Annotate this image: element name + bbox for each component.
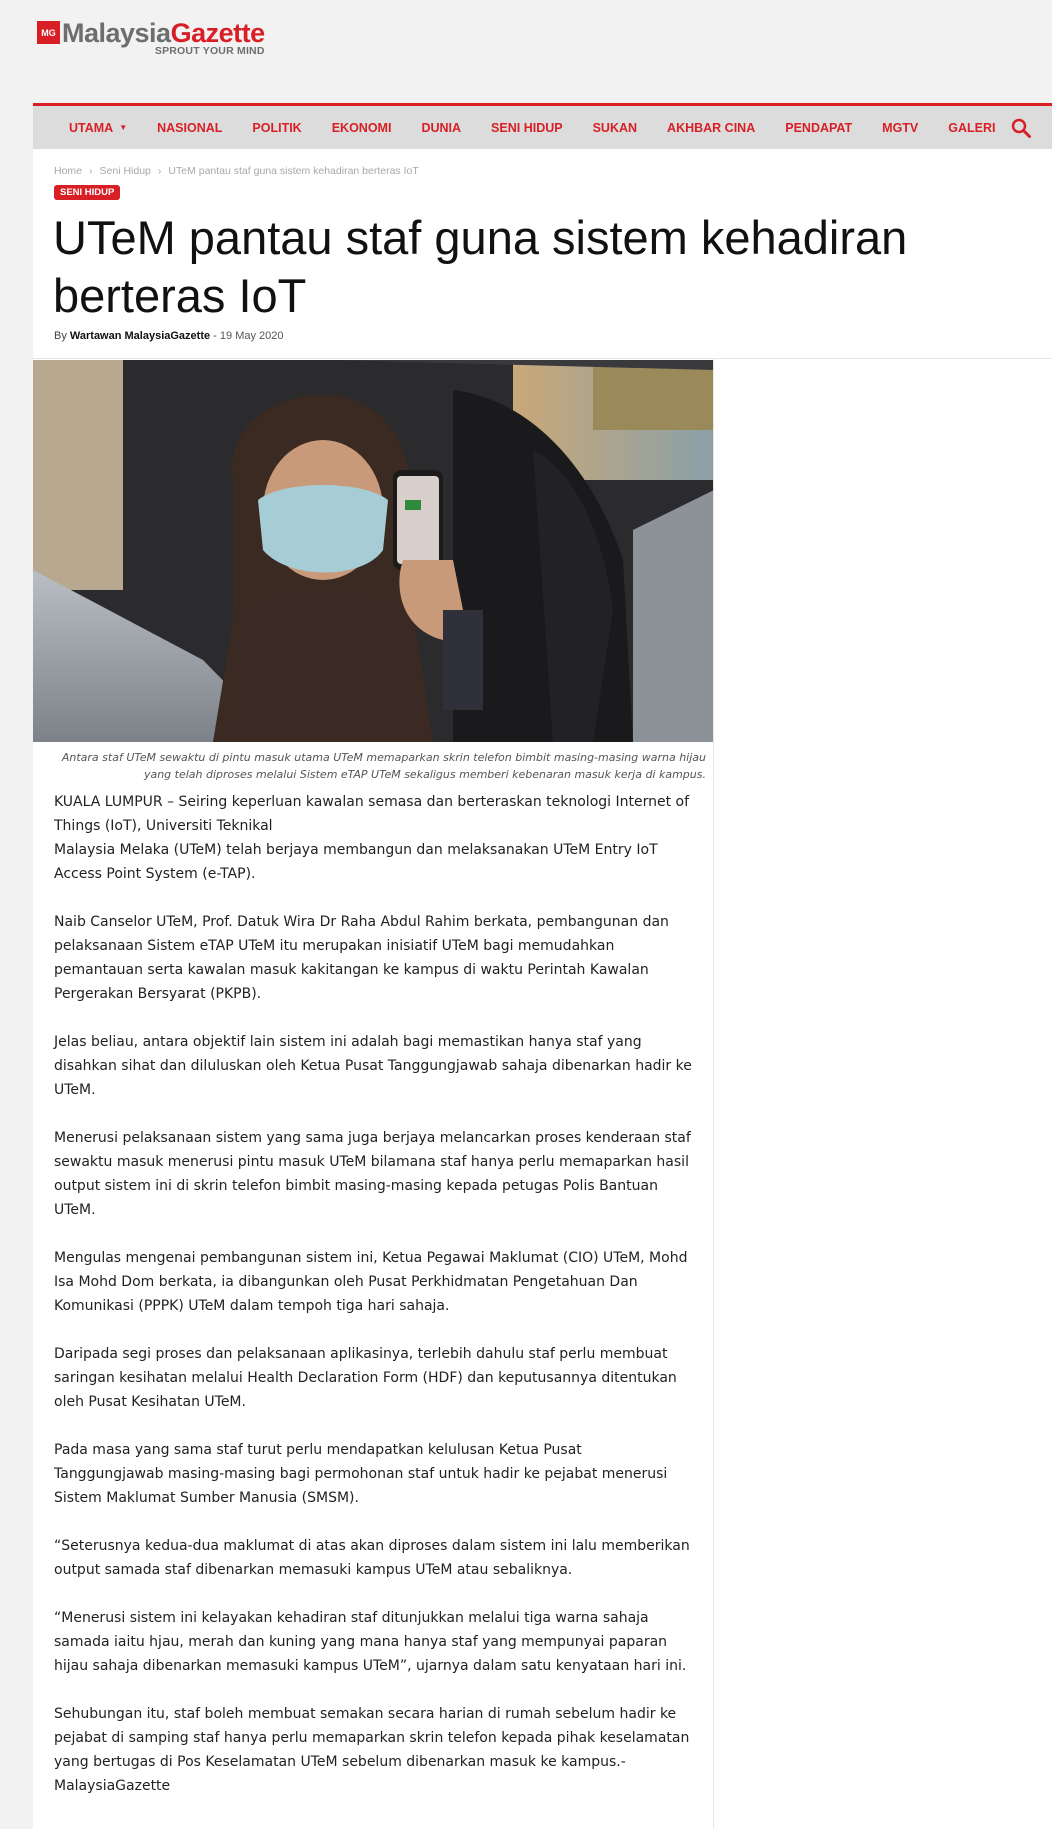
nav-item-label: NASIONAL — [157, 120, 223, 135]
article-paragraph: Sehubungan itu, staf boleh membuat semakan secara harian di rumah sebelum hadir ke pejabat di samping staf hanya perlu memaparkan skrin telefon kepada pihak keselamatan yang bertugas di Pos Keselamatan UTeM sebelum dibenarkan masuk ke kampus.-MalaysiaGazette — [54, 1706, 690, 1794]
nav-item-label: PENDAPAT — [785, 120, 853, 135]
nav-item-label: UTAMA — [69, 120, 114, 135]
nav-item-utama[interactable] — [69, 121, 127, 135]
breadcrumb — [54, 165, 419, 177]
publish-date: 19 May 2020 — [219, 330, 284, 342]
category-badge[interactable]: SENI HIDUP — [54, 185, 120, 200]
article-paragraph: Menerusi pelaksanaan sistem yang sama juga berjaya melancarkan proses kenderaan staf sewaktu masuk menerusi pintu masuk UTeM bilamana staf hanya perlu memaparkan hasil output sistem ini di skrin telefon bimbit masing-masing kepada petugas Polis Bantuan UTeM. — [54, 1130, 691, 1218]
chevron-right-icon: › — [157, 165, 162, 177]
nav-item-label: EKONOMI — [331, 120, 392, 135]
article-title: UTeM pantau staf guna sistem kehadiran berteras IoT — [53, 211, 908, 322]
date-separator: - — [213, 330, 217, 342]
nav-item-label: AKHBAR CINA — [667, 120, 756, 135]
nav-item-label: SENI HIDUP — [491, 120, 563, 135]
logo-mark-icon: MG — [37, 21, 60, 44]
nav-item-sukan[interactable] — [593, 121, 637, 135]
nav-item-label: GALERI — [948, 120, 996, 135]
logo-title — [62, 19, 265, 47]
nav-item-label: MGTV — [882, 120, 919, 135]
main-nav — [33, 103, 1052, 149]
article-paragraph: KUALA LUMPUR – Seiring keperluan kawalan semasa dan berteraskan teknologi Internet of Things (IoT), Universiti Teknikal Malaysia Melaka (UTeM) telah berjaya membangun dan melaksanakan UTeM Entry IoT Access Point System (e-TAP). — [54, 794, 690, 882]
article-paragraph: Jelas beliau, antara objektif lain sistem ini adalah bagi memastikan hanya staf yang disahkan sihat dan diluluskan oleh Ketua Pusat Tanggungjawab sahaja dibenarkan hadir ke UTeM. — [54, 1034, 692, 1098]
site-header — [0, 0, 1052, 103]
featured-image — [33, 360, 714, 742]
chevron-down-icon: ▼ — [119, 123, 128, 132]
article-paragraph: Naib Canselor UTeM, Prof. Datuk Wira Dr Raha Abdul Rahim berkata, pembangunan dan pelaksanaan Sistem eTAP UTeM itu merupakan inisiatif UTeM bagi memudahkan pemantauan serta kawalan masuk kakitangan ke kampus di waktu Perintah Kawalan Pergerakan Bersyarat (PKPB). — [54, 914, 669, 1002]
nav-item-galeri[interactable] — [948, 121, 995, 135]
author-link[interactable]: Wartawan MalaysiaGazette — [69, 330, 211, 342]
header-divider — [33, 358, 1052, 359]
breadcrumb-section[interactable]: Seni Hidup — [99, 165, 151, 177]
nav-item-label: DUNIA — [421, 120, 462, 135]
nav-item-label: SUKAN — [592, 120, 638, 135]
featured-photo-illustration — [33, 360, 714, 742]
article-meta — [54, 330, 284, 342]
by-label: By — [54, 330, 67, 342]
nav-item-nasional[interactable] — [157, 121, 222, 135]
logo-title-part2: Gazette — [170, 18, 265, 48]
article-paragraph: Daripada segi proses dan pelaksanaan aplikasinya, terlebih dahulu staf perlu membuat saringan kesihatan melalui Health Declaration Form (HDF) dan keputusannya ditentukan oleh Pusat Kesihatan UTeM. — [54, 1346, 677, 1410]
nav-item-dunia[interactable] — [421, 121, 461, 135]
nav-item-akhbar-cina[interactable] — [667, 121, 755, 135]
sidebar-divider — [713, 359, 714, 1829]
article-paragraph: Mengulas mengenai pembangunan sistem ini, Ketua Pegawai Maklumat (CIO) UTeM, Mohd Isa Mohd Dom berkata, ia dibangunkan oleh Pusat Perkhidmatan Pengetahuan Dan Komunikasi (PPPK) UTeM dalam tempoh tiga hari sahaja. — [54, 1250, 688, 1314]
article-paragraph: Pada masa yang sama staf turut perlu mendapatkan kelulusan Ketua Pusat Tanggungjawab masing-masing bagi permohonan staf untuk hadir ke pejabat menerusi Sistem Maklumat Sumber Manusia (SMSM). — [54, 1442, 668, 1506]
chevron-right-icon: › — [89, 165, 93, 177]
nav-item-seni-hidup[interactable] — [491, 121, 563, 135]
site-logo[interactable] — [37, 19, 265, 59]
article-paragraph: “Seterusnya kedua-dua maklumat di atas akan diproses dalam sistem ini lalu memberikan output samada staf dibenarkan memasuki kampus UTeM atau sebaliknya. — [54, 1538, 690, 1578]
image-caption: Antara staf UTeM sewaktu di pintu masuk utama UTeM memaparkan skrin telefon bimbit masing-masing warna hijau yang telah diproses melalui Sistem eTAP UTeM sekaligus memberi kebenaran masuk kerja di kampus. — [61, 751, 706, 781]
logo-title-part1: Malaysia — [62, 18, 171, 48]
search-icon[interactable] — [1010, 117, 1032, 139]
nav-item-pendapat[interactable] — [785, 121, 852, 135]
nav-item-mgtv[interactable] — [882, 121, 918, 135]
nav-item-politik[interactable] — [252, 121, 301, 135]
article-body — [54, 790, 694, 1822]
nav-items — [33, 106, 1026, 149]
article-paragraph: “Menerusi sistem ini kelayakan kehadiran staf ditunjukkan melalui tiga warna sahaja samada iaitu hjau, merah dan kuning yang mana hanya staf yang mempunyai paparan hijau sahaja dibenarkan memasuki kampus UTeM”, ujarnya dalam satu kenyataan hari ini. — [54, 1610, 687, 1674]
logo-tagline: SPROUT YOUR MIND — [154, 45, 265, 57]
breadcrumb-current: UTeM pantau staf guna sistem kehadiran berteras IoT — [168, 165, 419, 177]
breadcrumb-home[interactable]: Home — [54, 165, 83, 177]
nav-item-label: POLITIK — [252, 120, 302, 135]
nav-item-ekonomi[interactable] — [332, 121, 392, 135]
article-container — [33, 149, 1052, 1829]
